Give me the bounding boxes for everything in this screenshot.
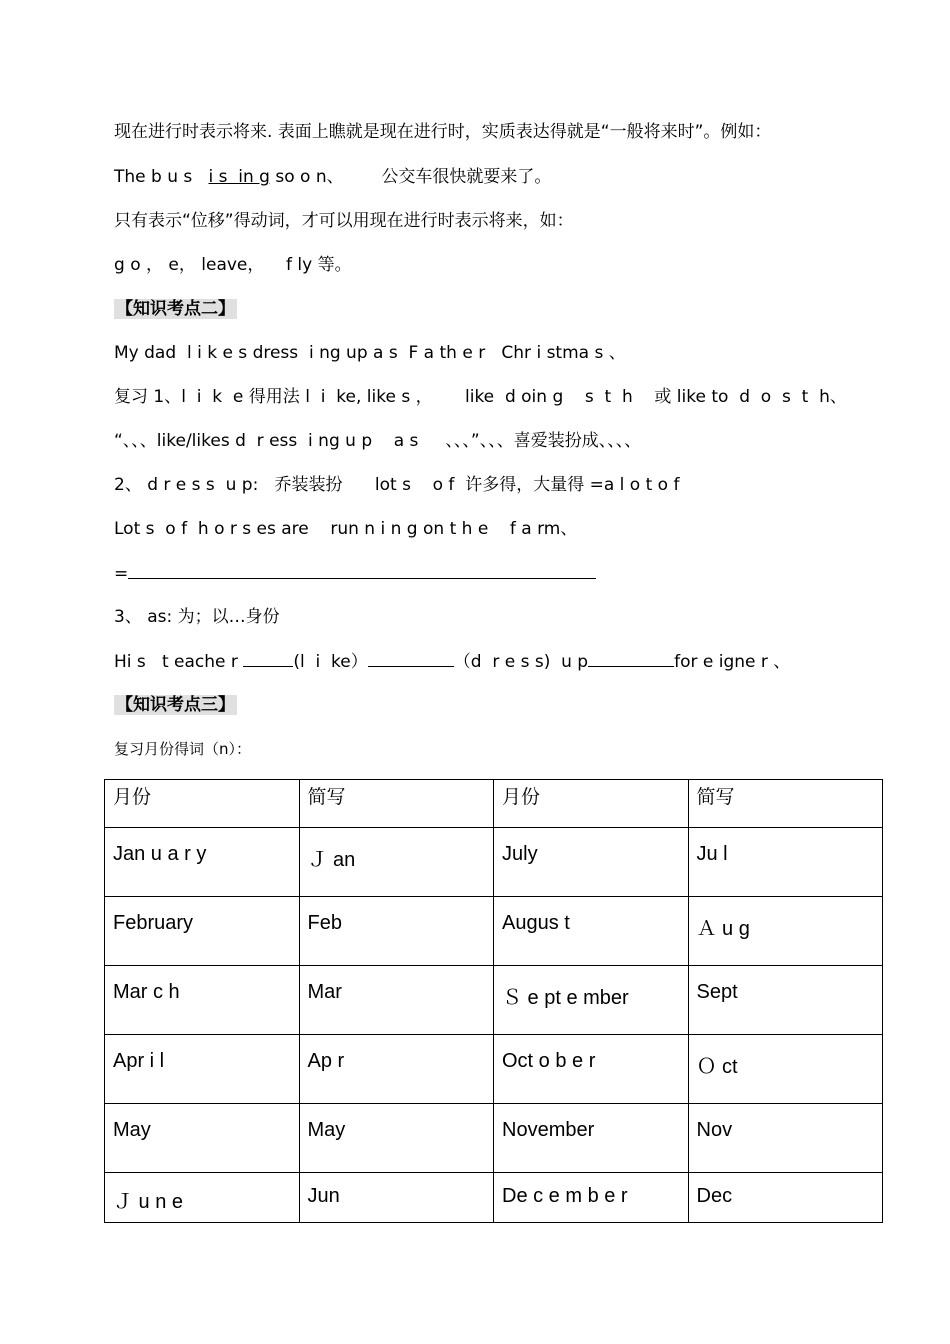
month-cell: Jan u a r y	[105, 828, 300, 897]
abbr-cell: Ｊ an	[299, 828, 494, 897]
abbr-cell: Nov	[688, 1104, 883, 1173]
rule-line: 只有表示“位移”得动词，才可以用现在进行时表示将来，如：	[114, 211, 574, 231]
example-bus	[114, 166, 551, 188]
exercise-teacher	[114, 650, 790, 673]
example-bus-end: so o n、 公交车很快就要来了。	[269, 167, 552, 187]
month-cell: De c e m b e r	[494, 1173, 689, 1223]
month-cell: November	[494, 1104, 689, 1173]
month-cell: Ｊ u n e	[105, 1173, 300, 1223]
month-cell: Augus t	[494, 897, 689, 966]
blank-1[interactable]	[243, 650, 293, 667]
heading-3-label: 【知识考点三】	[116, 695, 235, 715]
intro-line: 现在进行时表示将来. 表面上瞧就是现在进行时，实质表达得就是“一般将来时”。例如：	[114, 122, 772, 142]
table-row	[105, 828, 883, 897]
month-cell: July	[494, 828, 689, 897]
equals-sign: =	[114, 564, 129, 584]
table-row	[105, 966, 883, 1035]
months-intro: 复习月份得词（n）：	[114, 740, 252, 758]
blank-3[interactable]	[588, 650, 674, 667]
review-like: 复习 1、l i k e 得用法 l i ke, like s ， like d oin g s t h 或 like to d o s t h、	[114, 387, 847, 407]
header-abbr-2: 简写	[688, 780, 883, 828]
month-cell: Oct o b e r	[494, 1035, 689, 1104]
like-dressing-up: “、、、like/likes d r ess i ng u p a s 、、、”、、、喜爱装扮成、、、、	[114, 431, 642, 451]
abbr-cell: Sept	[688, 966, 883, 1035]
header-abbr-1: 简写	[299, 780, 494, 828]
section-heading-3	[114, 694, 237, 716]
horses-example: Lot s o f h o r s es are run n i n g on t h e f a rm、	[114, 519, 578, 539]
hint-like: (l i ke）	[293, 652, 368, 672]
heading-2-label: 【知识考点二】	[116, 299, 235, 319]
abbr-cell: May	[299, 1104, 494, 1173]
month-cell: Apr i l	[105, 1035, 300, 1104]
hint-dress-up: （d r e s s) u p	[453, 652, 589, 672]
months-table	[104, 779, 883, 1223]
exercise-start: Hi s t eache r	[114, 652, 244, 672]
rewrite-blank	[114, 562, 596, 585]
abbr-cell: Ju l	[688, 828, 883, 897]
abbr-cell: Jun	[299, 1173, 494, 1223]
header-month-2: 月份	[494, 780, 689, 828]
abbr-cell: Feb	[299, 897, 494, 966]
abbr-cell: Ｏ ct	[688, 1035, 883, 1104]
abbr-cell: Mar	[299, 966, 494, 1035]
example-bus-start: The b u s	[114, 167, 209, 187]
answer-blank[interactable]	[128, 562, 596, 579]
month-cell: Ｓ e pt e mber	[494, 966, 689, 1035]
abbr-cell: Dec	[688, 1173, 883, 1223]
example-dad: My dad l i k e s dress i ng up a s F a th e r Chr i stma s 、	[114, 343, 626, 363]
example-bus-underlined: i s in g	[208, 167, 270, 187]
verb-list: g o ， e， leave， f ly 等。	[114, 255, 352, 275]
abbr-cell: Ａ u g	[688, 897, 883, 966]
table-header-row	[105, 780, 883, 828]
month-cell: May	[105, 1104, 300, 1173]
table-row	[105, 1173, 883, 1223]
month-cell: February	[105, 897, 300, 966]
blank-2[interactable]	[368, 650, 454, 667]
as-note: 3、 as: 为；以…身份	[114, 607, 280, 627]
abbr-cell: Ap r	[299, 1035, 494, 1104]
table-row	[105, 1104, 883, 1173]
dress-up-note: 2、 d r e s s u p: 乔装装扮 lot s o f 许多得，大量得 =a l o t o f	[114, 475, 680, 495]
exercise-end: for e igne r 、	[674, 652, 791, 672]
table-row	[105, 1035, 883, 1104]
section-heading-2	[114, 298, 237, 320]
header-month-1: 月份	[105, 780, 300, 828]
month-cell: Mar c h	[105, 966, 300, 1035]
table-row	[105, 897, 883, 966]
